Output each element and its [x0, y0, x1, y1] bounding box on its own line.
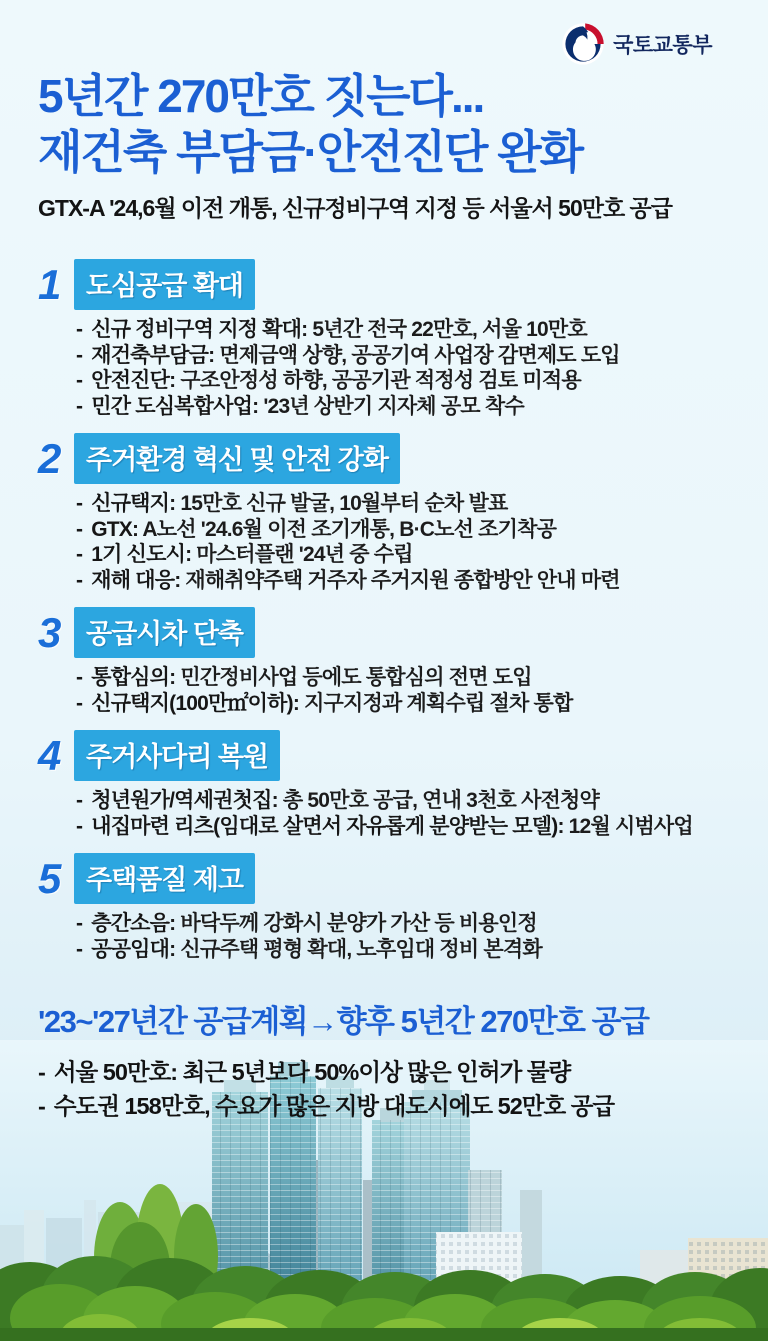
section-items	[76, 665, 730, 716]
item-lead: 재건축부담금	[91, 343, 209, 367]
list-item	[38, 1089, 730, 1123]
section-heading	[38, 607, 730, 658]
section-heading	[38, 730, 730, 781]
bullet-dash: -	[38, 1059, 45, 1086]
list-item	[76, 665, 730, 691]
item-lead: 안전진단	[91, 369, 170, 393]
item-rest: : '23년 상반기 지자체 공모 착수	[252, 394, 524, 418]
item-lead: 재해 대응	[91, 568, 175, 592]
item-rest: : 15만호 신규 발굴, 10월부터 순차 발표	[169, 492, 508, 516]
item-rest: : 재해취약주택 거주자 주거지원 종합방안 안내 마련	[174, 568, 620, 592]
bullet-dash: -	[76, 666, 83, 690]
list-item	[76, 691, 730, 717]
item-lead: 1기 신도시	[91, 543, 186, 567]
item-rest: : 5년간 전국 22만호, 서울 10만호	[301, 318, 587, 342]
section-items	[76, 788, 730, 839]
summary-item-text: 서울 50만호: 최근 5년보다 50%이상 많은 인허가 물량	[53, 1059, 571, 1086]
list-item	[76, 343, 730, 369]
section-number: 1	[38, 260, 62, 308]
section-title: 주택품질 제고	[74, 853, 255, 904]
item-rest: : 민간정비사업 등에도 통합심의 전면 도입	[169, 666, 532, 690]
list-item	[76, 317, 730, 343]
bullet-dash: -	[76, 937, 83, 961]
section-number: 3	[38, 608, 62, 656]
item-rest: : 지구지정과 계획수립 절차 통합	[292, 691, 573, 715]
section-items	[76, 491, 730, 593]
list-item	[76, 542, 730, 568]
section-housing-quality	[38, 853, 730, 962]
item-lead: 층간소음	[91, 912, 170, 936]
item-lead: 청년원가/역세권첫집	[91, 789, 272, 813]
section-number: 4	[38, 731, 62, 779]
list-item	[76, 517, 730, 543]
summary-title: '23~'27년간 공급계획→향후 5년간 270만호 공급	[38, 1004, 649, 1040]
bullet-dash: -	[76, 814, 83, 838]
bullet-dash: -	[76, 394, 83, 418]
title-line-1: 5년간 270만호 짓는다...	[38, 70, 484, 122]
summary-item-text: 수도권 158만호, 수요가 많은 지방 대도시에도 52만호 공급	[53, 1093, 615, 1120]
item-lead: 통합심의	[91, 666, 170, 690]
bullet-dash: -	[76, 568, 83, 592]
gov-logo	[38, 0, 730, 66]
item-rest: : 면제금액 상향, 공공기여 사업장 감면제도 도입	[208, 343, 620, 367]
section-housing-ladder	[38, 730, 730, 839]
molit-taegeuk-icon	[561, 22, 605, 66]
section-title: 주거환경 혁신 및 안전 강화	[74, 433, 400, 484]
section-title: 주거사다리 복원	[74, 730, 280, 781]
bullet-dash: -	[76, 318, 83, 342]
bullet-dash: -	[76, 517, 83, 541]
item-lead: 내집마련 리츠(임대로 살면서 자유롭게 분양받는 모델)	[91, 814, 558, 838]
section-heading	[38, 433, 730, 484]
list-item	[76, 911, 730, 937]
list-item	[76, 394, 730, 420]
section-items	[76, 317, 730, 419]
list-item	[76, 788, 730, 814]
list-item	[76, 568, 730, 594]
section-heading	[38, 259, 730, 310]
bullet-dash: -	[76, 343, 83, 367]
section-heading	[38, 853, 730, 904]
list-item	[76, 368, 730, 394]
item-lead: 민간 도심복합사업	[91, 394, 253, 418]
bullet-dash: -	[76, 492, 83, 516]
item-rest: : 바닥두께 강화시 분양가 가산 등 비용인정	[169, 912, 537, 936]
bullet-dash: -	[76, 691, 83, 715]
bullet-dash: -	[76, 912, 83, 936]
section-supply-lag	[38, 607, 730, 716]
item-lead: 신규택지	[91, 492, 170, 516]
item-rest: : 구조안정성 하향, 공공기관 적정성 검토 미적용	[169, 369, 581, 393]
bullet-dash: -	[76, 543, 83, 567]
list-item	[38, 1055, 730, 1089]
bullet-dash: -	[76, 369, 83, 393]
item-rest: : 총 50만호 공급, 연내 3천호 사전청약	[271, 789, 600, 813]
ministry-name: 국토교통부	[613, 34, 712, 57]
page-title	[38, 68, 730, 180]
item-lead: GTX	[91, 517, 132, 541]
item-rest: : 신규주택 평형 확대, 노후임대 정비 본격화	[169, 937, 542, 961]
summary-items	[38, 1055, 730, 1123]
item-rest: : 마스터플랜 '24년 중 수립	[185, 543, 413, 567]
section-number: 5	[38, 854, 62, 902]
item-rest: : A노선 '24.6월 이전 조기개통, B·C노선 조기착공	[131, 517, 557, 541]
section-title: 공급시차 단축	[74, 607, 255, 658]
page-subtitle: GTX-A '24,6월 이전 개통, 신규정비구역 지정 등 서울서 50만호 공급	[38, 195, 672, 222]
section-items	[76, 911, 730, 962]
item-lead: 신규택지(100만㎡이하)	[91, 691, 293, 715]
section-living-environment	[38, 433, 730, 593]
item-lead: 신규 정비구역 지정 확대	[91, 318, 302, 342]
bullet-dash: -	[76, 789, 83, 813]
item-lead: 공공임대	[91, 937, 170, 961]
supply-plan-summary	[38, 996, 730, 1123]
list-item	[76, 937, 730, 963]
bullet-dash: -	[38, 1093, 45, 1120]
title-line-2: 재건축 부담금·안전진단 완화	[38, 126, 583, 179]
item-rest: : 12월 시범사업	[557, 814, 693, 838]
list-item	[76, 814, 730, 840]
section-number: 2	[38, 434, 62, 482]
section-title: 도심공급 확대	[74, 259, 255, 310]
list-item	[76, 491, 730, 517]
section-urban-supply	[38, 259, 730, 419]
